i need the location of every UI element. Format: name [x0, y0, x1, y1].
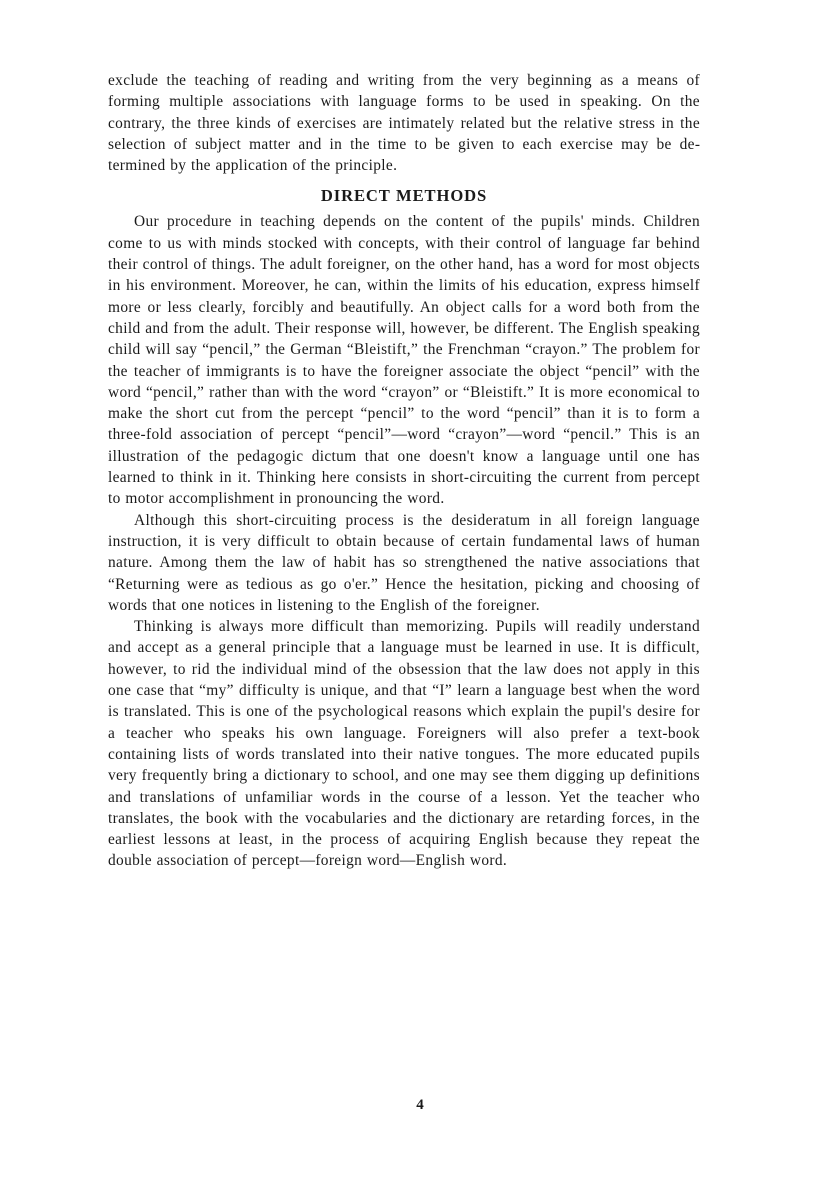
- page-body: [108, 70, 700, 872]
- paragraph: Our procedure in teaching depends on the content of the pupils' minds. Children come to us with minds stocked with concepts, with their control of language far behind their control of things. The adult foreigner, on the other hand, has a word for most objects in his environment. Moreover, he can, within the limits of his education, express himself more or less clearly, forcibly and beautifully. An object calls for a word both from the child and from the adult. Their response will, however, be different. The English speaking child will say “pencil,” the German “Bleistift,” the Frenchman “crayon.” The problem for the teacher of immigrants is to have the foreigner associate the object “pencil” with the word “pencil,” rather than with the word “crayon” or “Bleistift.” It is more economical to make the short cut from the percept “pencil” to the word “pencil” than it is to form a three-fold association of percept “pencil”—word “crayon”—word “pencil.” This is an illustration of the pedagogic dictum that one doesn't know a language until one has learned to think in it. Thinking here consists in short-circuiting the current from percept to motor accomplishment in pronouncing the word.: [108, 213, 700, 508]
- paragraph: Thinking is always more difficult than memorizing. Pupils will readily understand and accept as a general principle that a language must be learned in use. It is difficult, however, to rid the individual mind of the obsession that the law does not apply in this one case that “my” difficulty is unique, and that “I” learn a language best when the word is translated. This is one of the psychological reasons which explain the pupil's desire for a teacher who speaks his own language. Foreigners will also prefer a text-book containing lists of words translated into their native tongues. The more educated pupils very frequently bring a dictionary to school, and one may see them digging up definitions and translations of unfamiliar words in the course of a lesson. Yet the teacher who translates, the book with the vocabularies and the dictionary are retarding forces, in the earliest lessons at least, in the process of acquiring English because they repeat the double association of percept—foreign word—English word.: [108, 618, 700, 870]
- page-number: 4: [416, 1097, 424, 1113]
- paragraph-continued: exclude the teaching of reading and writing from the very beginning as a means of forming multiple associations with language forms to be used in speaking. On the contrary, the three kinds of exercises are intimately related but the relative stress in the selection of subject matter and in the time to be given to each exercise may be determined by the application of the principle.: [108, 72, 700, 175]
- paragraph: Although this short-circuiting process is the desideratum in all foreign language instruction, it is very difficult to obtain because of certain fundamental laws of human nature. Among them the law of habit has so strengthened the native associations that “Returning were as tedious as go o'er.” Hence the hesitation, picking and choosing of words that one notices in listening to the English of the foreigner.: [108, 511, 700, 614]
- section-heading: DIRECT METHODS: [320, 186, 488, 206]
